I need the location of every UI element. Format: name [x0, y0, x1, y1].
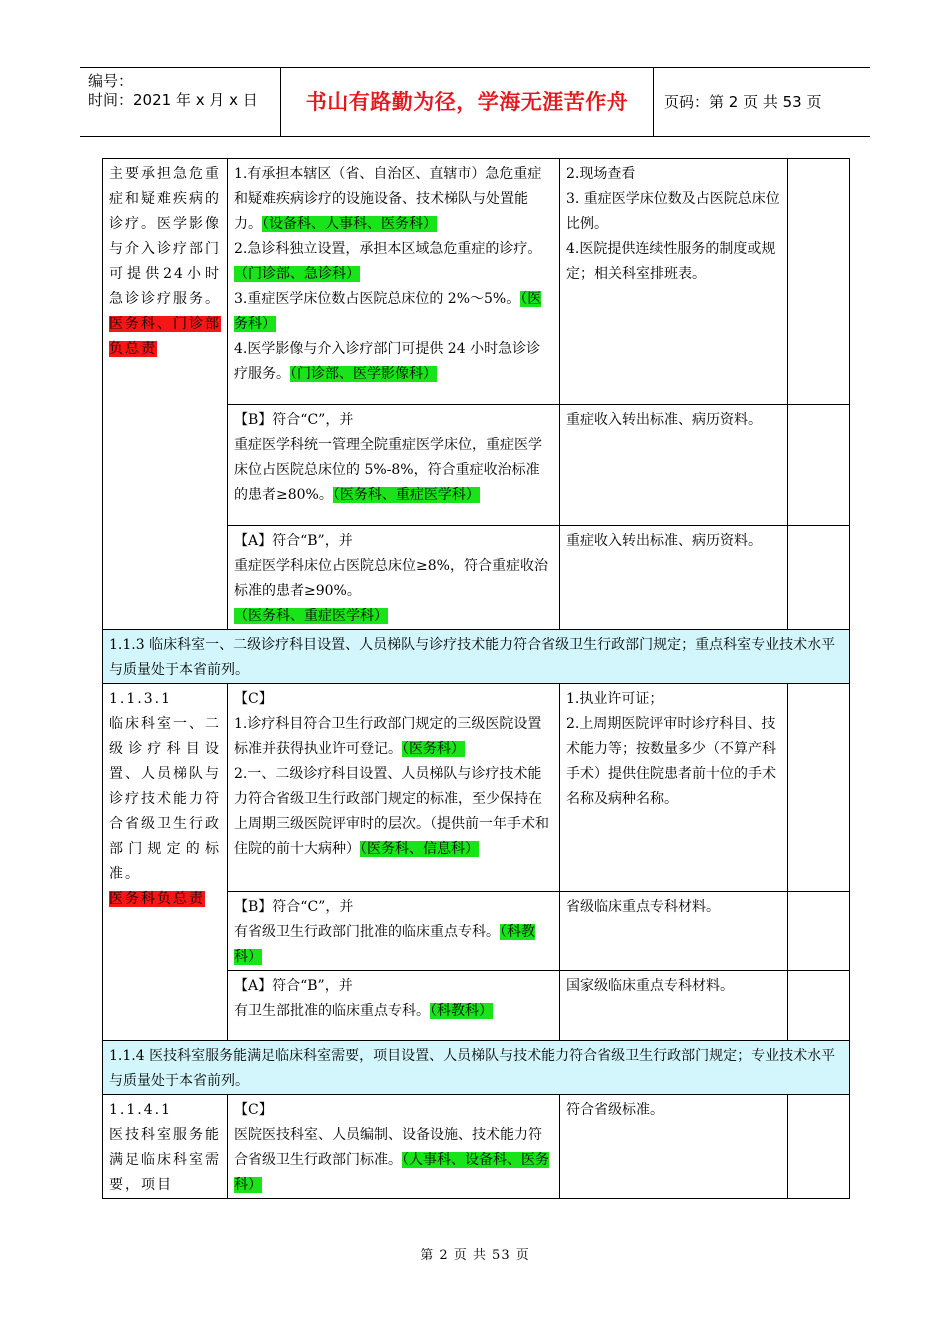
- table-row: [103, 1095, 850, 1199]
- criterion-cell: [103, 684, 228, 1041]
- number-label: 编号：: [88, 72, 134, 90]
- dept-tag: （门诊部、医学影像科）: [290, 366, 437, 382]
- score-cell: [788, 892, 850, 971]
- level-b-head: 【B】符合“C”，并: [234, 899, 354, 915]
- dept-tag: （设备科、人事科、医务科）: [262, 216, 437, 232]
- evidence-item: 1.执业许可证；: [566, 691, 664, 707]
- responsibility-tag: 医务科、门诊部负总责: [109, 316, 221, 357]
- criterion-cell: [103, 1095, 228, 1199]
- motto: 书山有路勤为径，学海无涯苦作舟: [281, 68, 654, 136]
- score-cell: [788, 405, 850, 526]
- evidence-item: 2.现场查看: [566, 166, 636, 182]
- evidence-item: 3. 重症医学床位数及占医院总床位比例。: [566, 191, 780, 232]
- c-item-text: 3.重症医学床位数占医院总床位的 2%～5%。: [234, 291, 521, 307]
- criterion-code: 1.1.3.1: [109, 691, 172, 707]
- standards-table: [102, 158, 850, 1199]
- c-item-text: 1.诊疗科目符合卫生行政部门规定的三级医院设置标准并获得执业许可登记。: [234, 716, 542, 757]
- criterion-code: 1.1.4.1: [109, 1102, 172, 1118]
- level-c-head: 【C】: [234, 691, 273, 707]
- dept-tag: （医务科）: [234, 291, 542, 332]
- evidence-cell: [560, 684, 788, 892]
- c-item-text: 医院医技科室、人员编制、设备设施、技术能力符合省级卫生行政部门标准。: [234, 1127, 542, 1168]
- evidence-cell: 重症收入转出标准、病历资料。: [560, 405, 788, 526]
- dept-tag: （医务科）: [402, 741, 465, 757]
- dept-tag: （医务科、信息科）: [360, 841, 479, 857]
- c-item-text: 4.医学影像与介入诊疗部门可提供 24 小时急诊诊疗服务。: [234, 341, 541, 382]
- section-heading: 1.1.3 临床科室一、二级诊疗科目设置、人员梯队与诊疗技术能力符合省级卫生行政部门规定；重点科室专业技术水平与质量处于本省前列。: [103, 630, 850, 684]
- header-meta: [80, 68, 281, 136]
- responsibility-tag: 医务科负总责: [109, 891, 205, 907]
- score-cell: [788, 684, 850, 892]
- level-a-text: 有卫生部批准的临床重点专科。: [234, 1003, 430, 1019]
- time-label: 时间：2021 年 x 月 x 日: [88, 91, 258, 109]
- score-cell: [788, 159, 850, 405]
- evidence-cell: 省级临床重点专科材料。: [560, 892, 788, 971]
- level-c-cell: [228, 159, 560, 405]
- level-b-head: 【B】符合“C”，并: [234, 412, 354, 428]
- evidence-cell: 符合省级标准。: [560, 1095, 788, 1199]
- table-row: [103, 159, 850, 405]
- level-a-head: 【A】符合“B”，并: [234, 533, 353, 549]
- page-code: 页码：第 2 页 共 53 页: [664, 93, 822, 111]
- score-cell: [788, 971, 850, 1041]
- evidence-cell: [560, 159, 788, 405]
- level-a-text: 重症医学科床位占医院总床位≥8%，符合重症收治标准的患者≥90%。: [234, 558, 548, 599]
- dept-tag: （科教科）: [234, 924, 535, 965]
- dept-tag: （科教科）: [430, 1003, 493, 1019]
- level-c-cell: [228, 1095, 560, 1199]
- level-b-text: 有省级卫生行政部门批准的临床重点专科。: [234, 924, 500, 940]
- level-b-cell: [228, 405, 560, 526]
- level-a-cell: [228, 971, 560, 1041]
- table-row: [103, 684, 850, 892]
- section-row: [103, 1041, 850, 1095]
- section-heading: 1.1.4 医技科室服务能满足临床科室需要，项目设置、人员梯队与技术能力符合省级卫生行政部门规定；专业技术水平与质量处于本省前列。: [103, 1041, 850, 1095]
- dept-tag: （医务科、重症医学科）: [332, 487, 480, 503]
- evidence-item: 4.医院提供连续性服务的制度或规定；相关科室排班表。: [566, 241, 776, 282]
- c-item-text: 2.一、二级诊疗科目设置、人员梯队与诊疗技术能力符合省级卫生行政部门规定的标准，至少保持在上周期三级医院评审时的层次。（提供前一年手术和住院的前十大病种）: [234, 766, 549, 857]
- score-cell: [788, 526, 850, 630]
- evidence-cell: 重症收入转出标准、病历资料。: [560, 526, 788, 630]
- c-item-text: 1.有承担本辖区（省、自治区、直辖市）急危重症和疑难疾病诊疗的设施设备、技术梯队与处置能力。: [234, 166, 542, 232]
- c-item-text: 2.急诊科独立设置，承担本区域急危重症的诊疗。: [234, 241, 542, 257]
- criterion-cell: [103, 159, 228, 630]
- criterion-text: 临床科室一、二级诊疗科目设置、人员梯队与诊疗技术能力符合省级卫生行政部门规定的标准。: [109, 716, 221, 882]
- level-a-head: 【A】符合“B”，并: [234, 978, 353, 994]
- criterion-text: 主要承担急危重症和疑难疾病的诊疗。医学影像与介入诊疗部门可提供24小时急诊诊疗服务。: [109, 166, 221, 307]
- level-c-head: 【C】: [234, 1102, 273, 1118]
- evidence-cell: 国家级临床重点专科材料。: [560, 971, 788, 1041]
- level-b-text: 重症医学科统一管理全院重症医学床位，重症医学床位占医院总床位的 5%-8%，符合重症收治标准的患者≥80%。: [234, 437, 542, 503]
- dept-tag: （医务科、重症医学科）: [234, 608, 388, 624]
- level-a-cell: [228, 526, 560, 630]
- score-cell: [788, 1095, 850, 1199]
- dept-tag: （门诊部、急诊科）: [234, 266, 360, 282]
- dept-tag: （人事科、设备科、医务科）: [234, 1152, 549, 1193]
- page-footer: 第 2 页 共 53 页: [420, 1248, 530, 1263]
- section-row: [103, 630, 850, 684]
- evidence-item: 2.上周期医院评审时诊疗科目、技术能力等；按数量多少（不算产科手术）提供住院患者前十位的手术名称及病种名称。: [566, 716, 776, 807]
- level-b-cell: [228, 892, 560, 971]
- criterion-text: 医技科室服务能满足临床科室需要，项目: [109, 1127, 221, 1193]
- page-header: [80, 67, 870, 137]
- level-c-cell: [228, 684, 560, 892]
